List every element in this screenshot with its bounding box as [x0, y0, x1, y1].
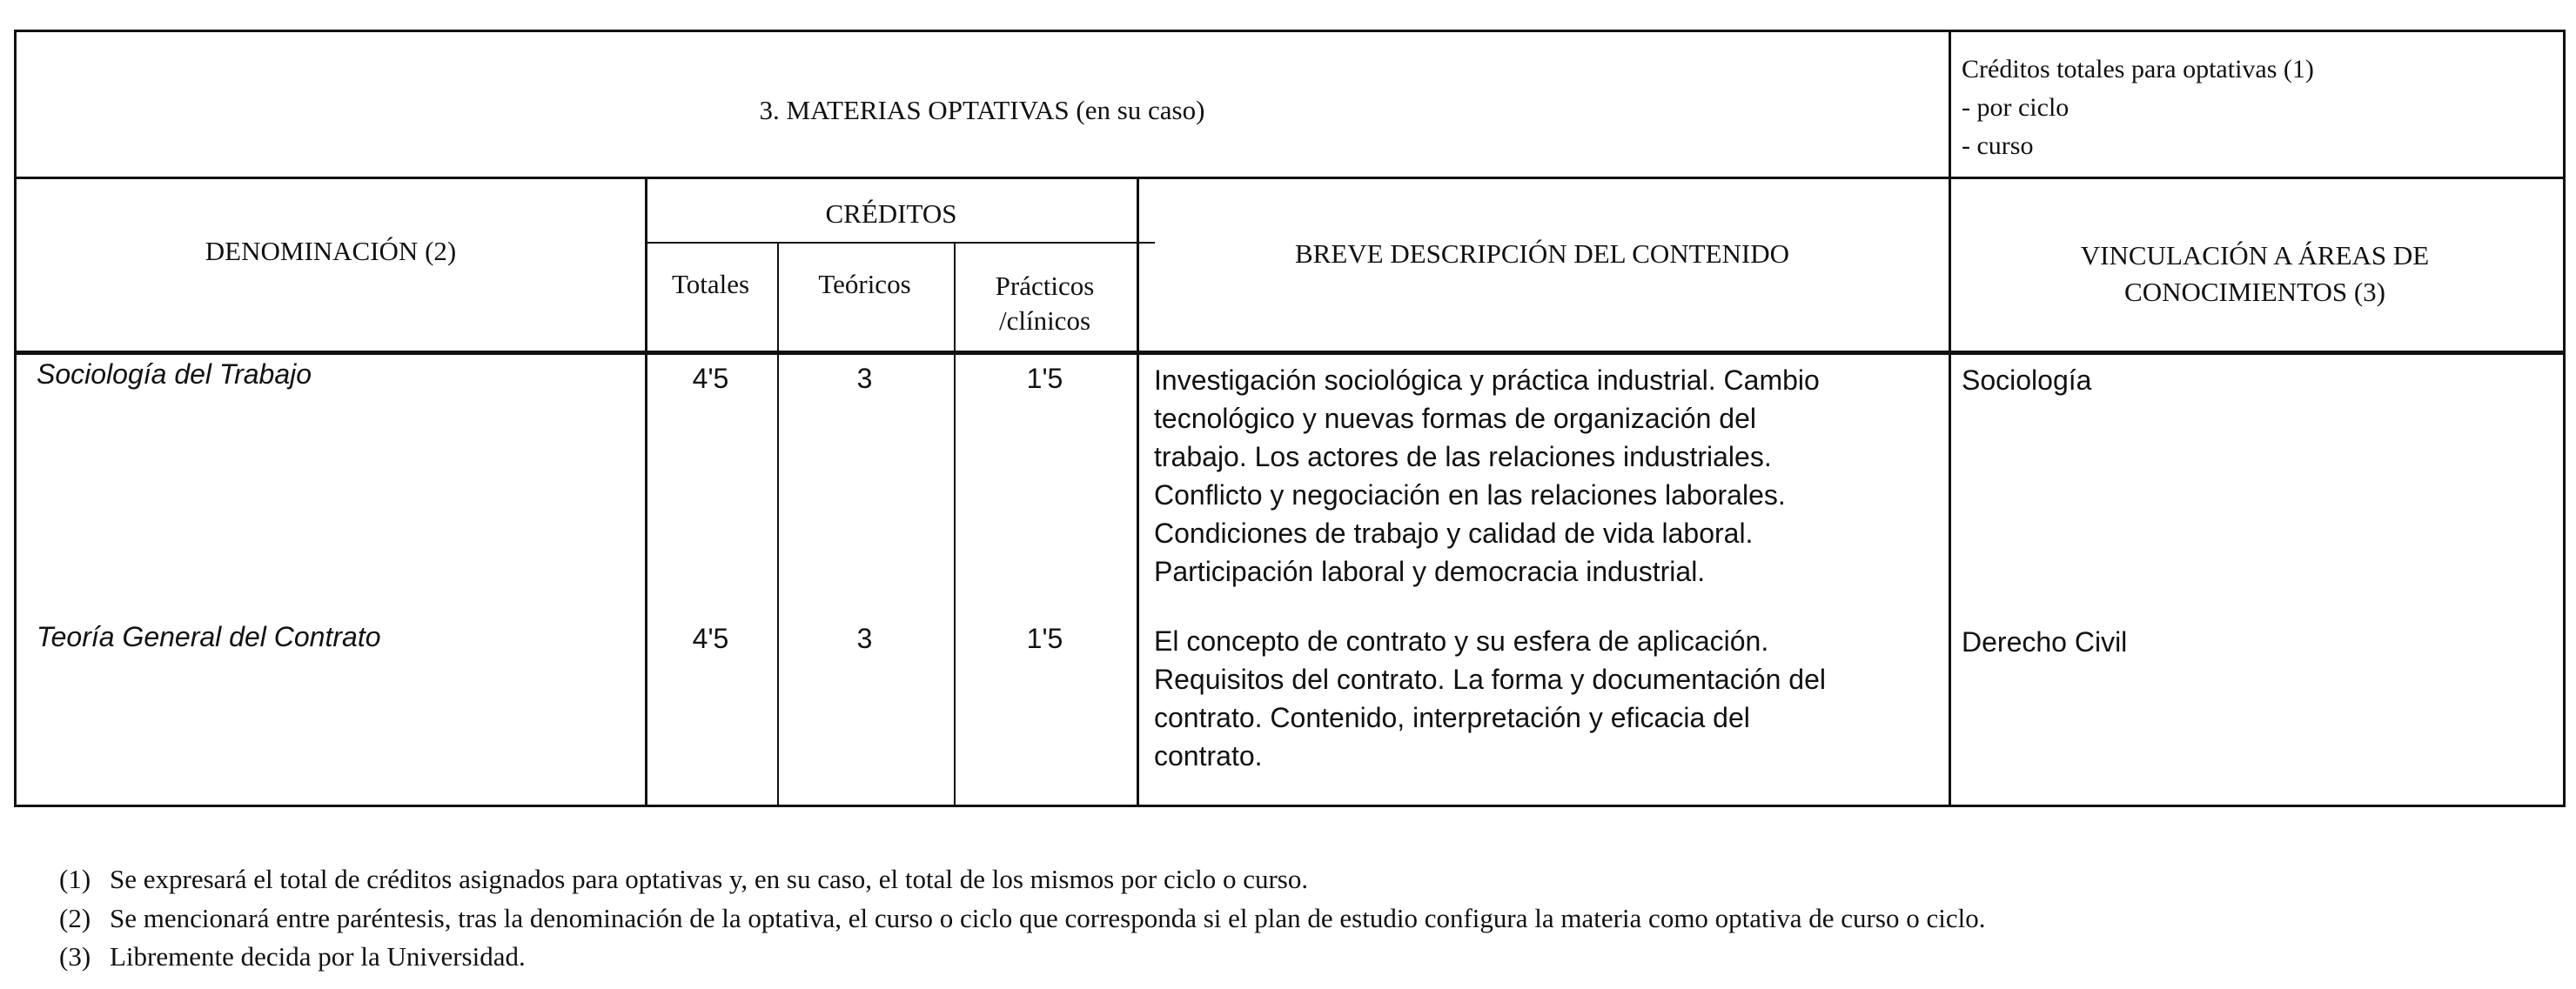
row2-descripcion: [1154, 622, 1937, 775]
row2-descripcion-line: contrato.: [1154, 740, 1263, 772]
col-header-practicos: [953, 269, 1137, 338]
col-header-practicos-line1: Prácticos: [995, 271, 1095, 301]
row2-teoricos: 3: [856, 623, 873, 654]
row1-descripcion: [1154, 361, 1937, 591]
footnote-1: [59, 861, 1308, 898]
row2-practicos: 1'5: [1026, 623, 1063, 654]
footnote-3: [59, 939, 526, 975]
row2-denominacion: Teoría General del Contrato: [37, 621, 381, 652]
footnote-number: (3): [59, 941, 91, 972]
row1-descripcion-line: Participación laboral y democracia industrial.: [1154, 556, 1706, 587]
footnote-text: Se mencionará entre paréntesis, tras la denominación de la optativa, el curso o ciclo que corresponda si el plan de estudio configura la materia como optativa de curso o ciclo.: [110, 903, 1986, 933]
col-header-vinculacion-line2: CONOCIMIENTOS (3): [2124, 277, 2385, 307]
row-divider-body: [17, 351, 2563, 355]
row1-descripcion-line: tecnológico y nuevas formas de organización del: [1154, 403, 1756, 434]
section-title: 3. MATERIAS OPTATIVAS (en su caso): [759, 95, 1205, 125]
footnote-text: Se expresará el total de créditos asignados para optativas y, en su caso, el total de los mismos por ciclo o curso.: [110, 864, 1309, 894]
row1-teoricos: 3: [856, 363, 873, 394]
row-divider-header: [17, 177, 2563, 179]
row-divider-creditos: [647, 242, 1155, 244]
creditos-totales-block: [1962, 50, 2553, 165]
row2-descripcion-line: El concepto de contrato y su esfera de aplicación.: [1154, 625, 1769, 657]
col-header-denominacion: DENOMINACIÓN (2): [205, 236, 457, 266]
row1-denominacion: Sociología del Trabajo: [37, 358, 312, 390]
col-header-vinculacion-line1: VINCULACIÓN A ÁREAS DE: [2080, 240, 2430, 271]
footnote-2: [59, 900, 1985, 937]
row2-descripcion-line: contrato. Contenido, interpretación y eficacia del: [1154, 702, 1750, 733]
row1-descripcion-line: Conflicto y negociación en las relaciones laborales.: [1154, 479, 1786, 511]
col-divider-right: [1949, 32, 1951, 805]
row1-vinculacion: Sociología: [1962, 364, 2092, 396]
row1-descripcion-line: trabajo. Los actores de las relaciones industriales.: [1154, 441, 1772, 472]
row1-descripcion-line: Condiciones de trabajo y calidad de vida laboral.: [1154, 518, 1754, 549]
col-header-practicos-line2: /clínicos: [998, 305, 1091, 336]
col-header-creditos: CRÉDITOS: [825, 198, 957, 229]
col-header-descripcion: BREVE DESCRIPCIÓN DEL CONTENIDO: [1294, 238, 1790, 269]
row1-descripcion-line: Investigación sociológica y práctica industrial. Cambio: [1154, 364, 1820, 396]
footnote-number: (2): [59, 903, 91, 933]
creditos-totales-curso: - curso: [1962, 131, 2034, 160]
row2-vinculacion: Derecho Civil: [1962, 626, 2128, 658]
row2-totales: 4'5: [692, 623, 729, 654]
col-divider-totales: [777, 242, 779, 805]
footnote-number: (1): [59, 864, 91, 894]
col-header-totales: Totales: [671, 269, 750, 299]
footnote-text: Libremente decida por la Universidad.: [110, 941, 526, 972]
col-header-teoricos: Teóricos: [818, 269, 911, 299]
row1-totales: 4'5: [692, 363, 729, 394]
creditos-totales-por-ciclo: - por ciclo: [1962, 93, 2070, 122]
row2-descripcion-line: Requisitos del contrato. La forma y documentación del: [1154, 664, 1826, 695]
row1-practicos: 1'5: [1026, 363, 1063, 394]
creditos-totales-title: Créditos totales para optativas (1): [1962, 55, 2314, 84]
col-header-vinculacion: [1948, 237, 2562, 311]
